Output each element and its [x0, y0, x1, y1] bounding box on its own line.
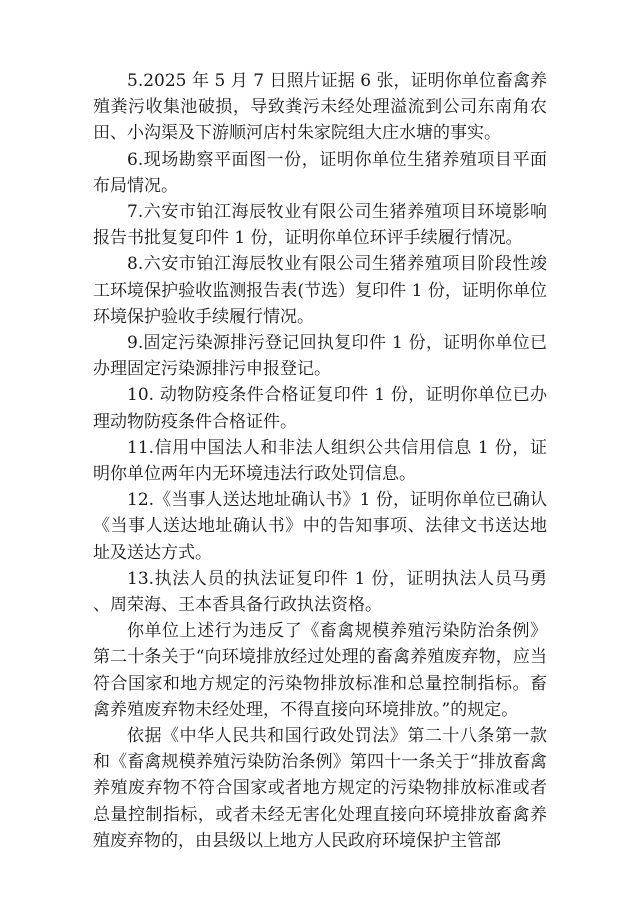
legal-basis: 依据《中华人民共和国行政处罚法》第二十八条第一款和《畜禽规模养殖污染防治条例》第四十一条关于“排放畜禽养殖废弃物不符合国家或者地方规定的污染物排放标准或者总量控制指标，或者未经无害化处理直接向环境排放畜禽养殖废弃物的，由县级以上地方人民政府环境保护主管部: [93, 726, 547, 851]
evidence-item-6: 6.现场勘察平面图一份，证明你单位生猪养殖项目平面布局情况。: [93, 149, 547, 196]
evidence-item-12: 12.《当事人送达地址确认书》1 份，证明你单位已确认《当事人送达地址确认书》中的告知事项、法律文书送达地址及送达方式。: [93, 490, 547, 563]
violation-statement: 你单位上述行为违反了《畜禽规模养殖污染防治条例》第二十条关于“向环境排放经过处理的畜禽养殖废弃物，应当符合国家和地方规定的污染物排放标准和总量控制指标。畜禽养殖废弃物未经处理，不得直接向环境排放。”的规定。: [93, 621, 547, 720]
evidence-item-9: 9.固定污染源排污登记回执复印件 1 份，证明你单位已办理固定污染源排污申报登记。: [93, 333, 547, 380]
evidence-item-8: 8.六安市铂江海辰牧业有限公司生猪养殖项目阶段性竣工环境保护验收监测报告表(节选）复印件 1 份，证明你单位环境保护验收手续履行情况。: [93, 254, 547, 327]
evidence-item-5: 5.2025 年 5 月 7 日照片证据 6 张，证明你单位畜禽养殖粪污收集池破损，导致粪污未经处理溢流到公司东南角农田、小沟渠及下游顺河店村朱家院组大庄水塘的事实。: [93, 71, 547, 144]
evidence-item-7: 7.六安市铂江海辰牧业有限公司生猪养殖项目环境影响报告书批复复印件 1 份，证明你单位环评手续履行情况。: [93, 202, 547, 249]
evidence-item-11: 11.信用中国法人和非法人组织公共信用信息 1 份，证明你单位两年内无环境违法行政处罚信息。: [93, 437, 547, 485]
evidence-item-13: 13.执法人员的执法证复印件 1 份，证明执法人员马勇、周荣海、王本香具备行政执法资格。: [93, 568, 547, 616]
document-body: [93, 68, 547, 854]
evidence-item-10: 10. 动物防疫条件合格证复印件 1 份，证明你单位已办理动物防疫条件合格证件。: [93, 385, 547, 432]
